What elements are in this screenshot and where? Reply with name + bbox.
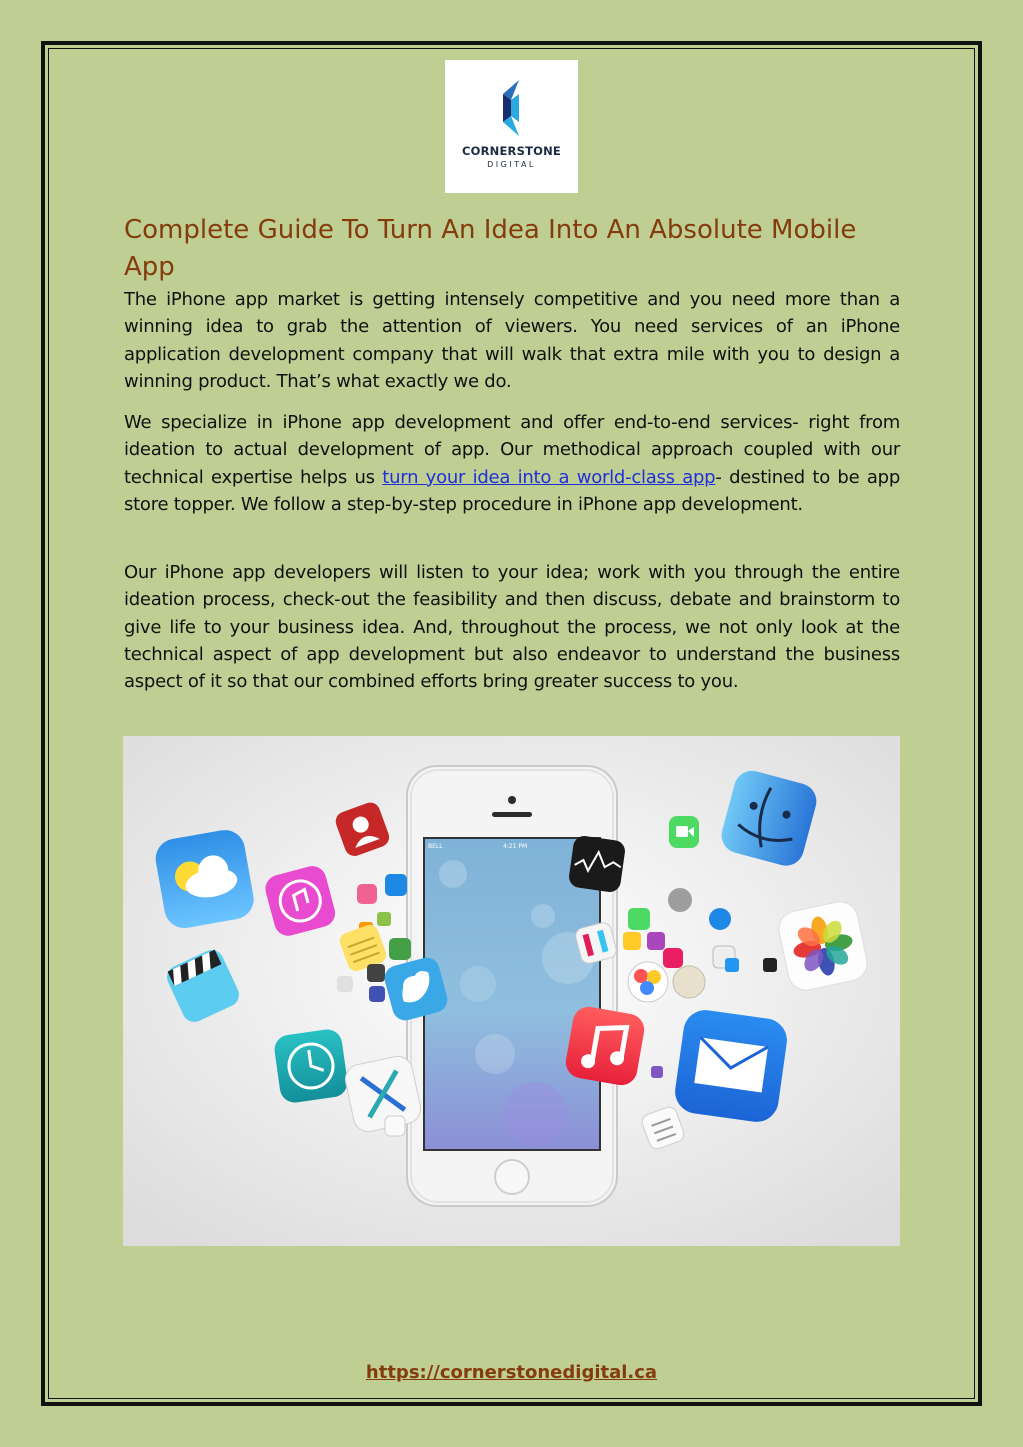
small-app-icon [357, 884, 377, 904]
small-app-icon [369, 986, 385, 1002]
safari-app-icon [709, 908, 731, 930]
phone-time: 4:21 PM [503, 843, 528, 850]
small-app-icon [663, 948, 683, 968]
small-app-icon [337, 976, 353, 992]
paragraph-services [124, 409, 900, 518]
music-app-icon [563, 1004, 646, 1087]
small-app-icon [385, 1116, 405, 1136]
facetime-app-icon [669, 816, 699, 848]
small-app-icon [651, 1066, 663, 1078]
logo-mark-icon [493, 80, 529, 136]
paragraph-services-text-a: We specialize in iPhone app development and offer end-to-end services- right from ideation to actual development of app. Our methodical approach coupled with our technical expertise helps us [124, 412, 900, 488]
iphone-apps-illustration [123, 736, 900, 1246]
phone-carrier: BELL [428, 843, 443, 850]
small-app-icon [623, 932, 641, 950]
article-title: Complete Guide To Turn An Idea Into An Absolute Mobile App [124, 215, 857, 282]
osx-app-icon [343, 1054, 424, 1135]
footer-website-link[interactable]: https://cornerstonedigital.ca [365, 1362, 658, 1383]
world-class-app-link[interactable]: turn your idea into a world-class app [382, 466, 716, 488]
photos-app-icon [776, 899, 871, 994]
paragraph-intro: The iPhone app market is getting intensely competitive and you need more than a winning idea to grab the attention of viewers. You need services of an iPhone application development company that will walk that extra mile with you to design a winning product. That’s what exactly we do. [124, 289, 900, 392]
phone-app-icon [389, 938, 411, 960]
settings-app-icon [668, 888, 692, 912]
small-app-icon [377, 912, 391, 926]
stocks-app-icon [568, 835, 627, 894]
hero-image-iphone-apps [123, 736, 900, 1246]
logo-name: CORNERSTONE [462, 144, 561, 158]
weather-app-icon [153, 827, 257, 931]
paragraph-developers: Our iPhone app developers will listen to your idea; work with you through the entire ideation process, check-out the feasibility and then discuss, debate and brainstorm to give life to your business idea. And, throughout the process, we not only look at the technical aspect of app development but also endeavor to understand the business aspect of it so that our combined efforts bring greater success to you. [124, 562, 900, 693]
compass-app-icon [673, 966, 705, 998]
small-app-icon [367, 964, 385, 982]
time-machine-app-icon [273, 1028, 350, 1105]
small-app-icon [647, 932, 665, 950]
logo-subtitle: DIGITAL [487, 160, 536, 169]
paragraph-services-text-b: - destined to be app store topper. We follow a step-by-step procedure in iPhone app development. [124, 466, 901, 515]
messages-app-icon [628, 908, 650, 930]
small-app-icon [725, 958, 739, 972]
rss-app-icon [763, 958, 777, 972]
mail-app-icon [672, 1007, 789, 1124]
search-app-icon [385, 874, 407, 896]
cornerstone-logo [445, 60, 578, 193]
